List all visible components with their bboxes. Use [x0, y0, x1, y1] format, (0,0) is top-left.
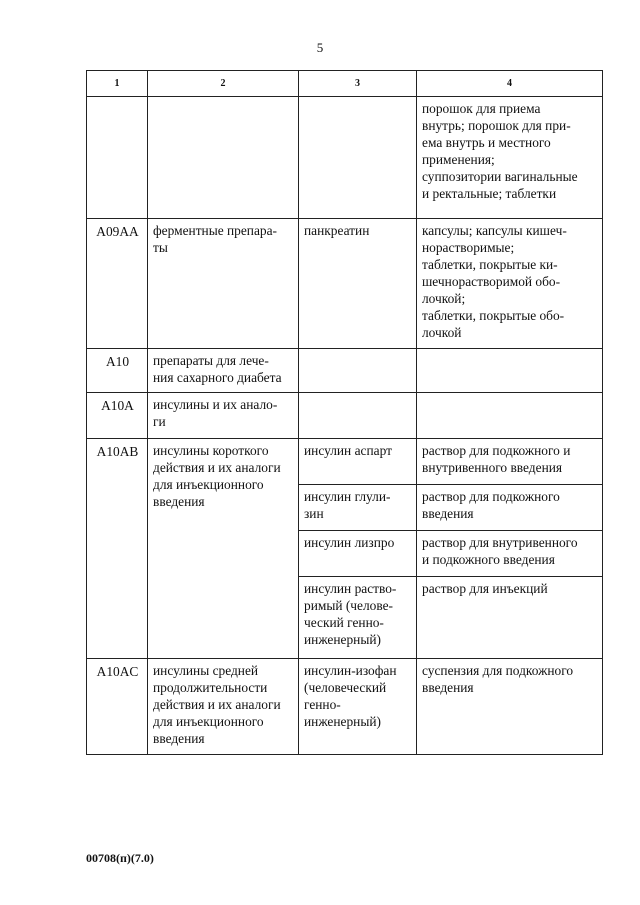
table-row: [87, 349, 603, 393]
pharm-group-cell: ферментные препара- ты: [148, 219, 299, 349]
atc-code-cell: A10AC: [87, 659, 148, 755]
dosage-forms-cell: [417, 393, 603, 439]
table-row: [87, 659, 603, 755]
drug-name-cell: инсулин раство- римый (челове- ческий генно- инженерный): [299, 577, 417, 659]
dosage-forms-cell: капсулы; капсулы кишеч- норастворимые; таблетки, покрытые ки- шечнорастворимой обо- лочкой; таблетки, покрытые обо- лочкой: [417, 219, 603, 349]
atc-code-cell: [87, 97, 148, 219]
table-row: [87, 97, 603, 219]
drug-name-cell: инсулин лизпро: [299, 531, 417, 577]
table-header-row: [87, 71, 603, 97]
page-number: 5: [316, 40, 324, 55]
drug-name-cell: панкреатин: [299, 219, 417, 349]
column-header: 3: [299, 71, 417, 97]
atc-code-cell: A10A: [87, 393, 148, 439]
document-code-footer: 00708(п)(7.0): [86, 851, 154, 865]
table-row: [87, 393, 603, 439]
drug-name-cell: [299, 97, 417, 219]
drug-table: [86, 70, 603, 755]
column-header: 1: [87, 71, 148, 97]
atc-code-cell: A09AA: [87, 219, 148, 349]
table-row: [87, 219, 603, 349]
atc-code-cell: A10: [87, 349, 148, 393]
drug-name-cell: инсулин аспарт: [299, 439, 417, 485]
drug-name-cell: инсулин глули- зин: [299, 485, 417, 531]
dosage-forms-cell: раствор для инъекций: [417, 577, 603, 659]
pharm-group-cell: инсулины средней продолжительности действия и их аналоги для инъекционного введения: [148, 659, 299, 755]
drug-name-cell: инсулин-изофан (человеческий генно- инженерный): [299, 659, 417, 755]
drug-name-cell: [299, 349, 417, 393]
column-header: 2: [148, 71, 299, 97]
dosage-forms-cell: [417, 349, 603, 393]
dosage-forms-cell: раствор для подкожного введения: [417, 485, 603, 531]
column-header: 4: [417, 71, 603, 97]
table-row: [87, 439, 603, 485]
pharm-group-cell: инсулины короткого действия и их аналоги для инъекционного введения: [148, 439, 299, 659]
dosage-forms-cell: порошок для приема внутрь; порошок для при- ема внутрь и местного применения; суппозитории вагинальные и ректальные; таблетки: [417, 97, 603, 219]
atc-code-cell: A10AB: [87, 439, 148, 659]
pharm-group-cell: [148, 97, 299, 219]
pharm-group-cell: инсулины и их анало- ги: [148, 393, 299, 439]
dosage-forms-cell: суспензия для подкожного введения: [417, 659, 603, 755]
dosage-forms-cell: раствор для подкожного и внутривенного введения: [417, 439, 603, 485]
dosage-forms-cell: раствор для внутривенного и подкожного введения: [417, 531, 603, 577]
pharm-group-cell: препараты для лече- ния сахарного диабета: [148, 349, 299, 393]
drug-name-cell: [299, 393, 417, 439]
